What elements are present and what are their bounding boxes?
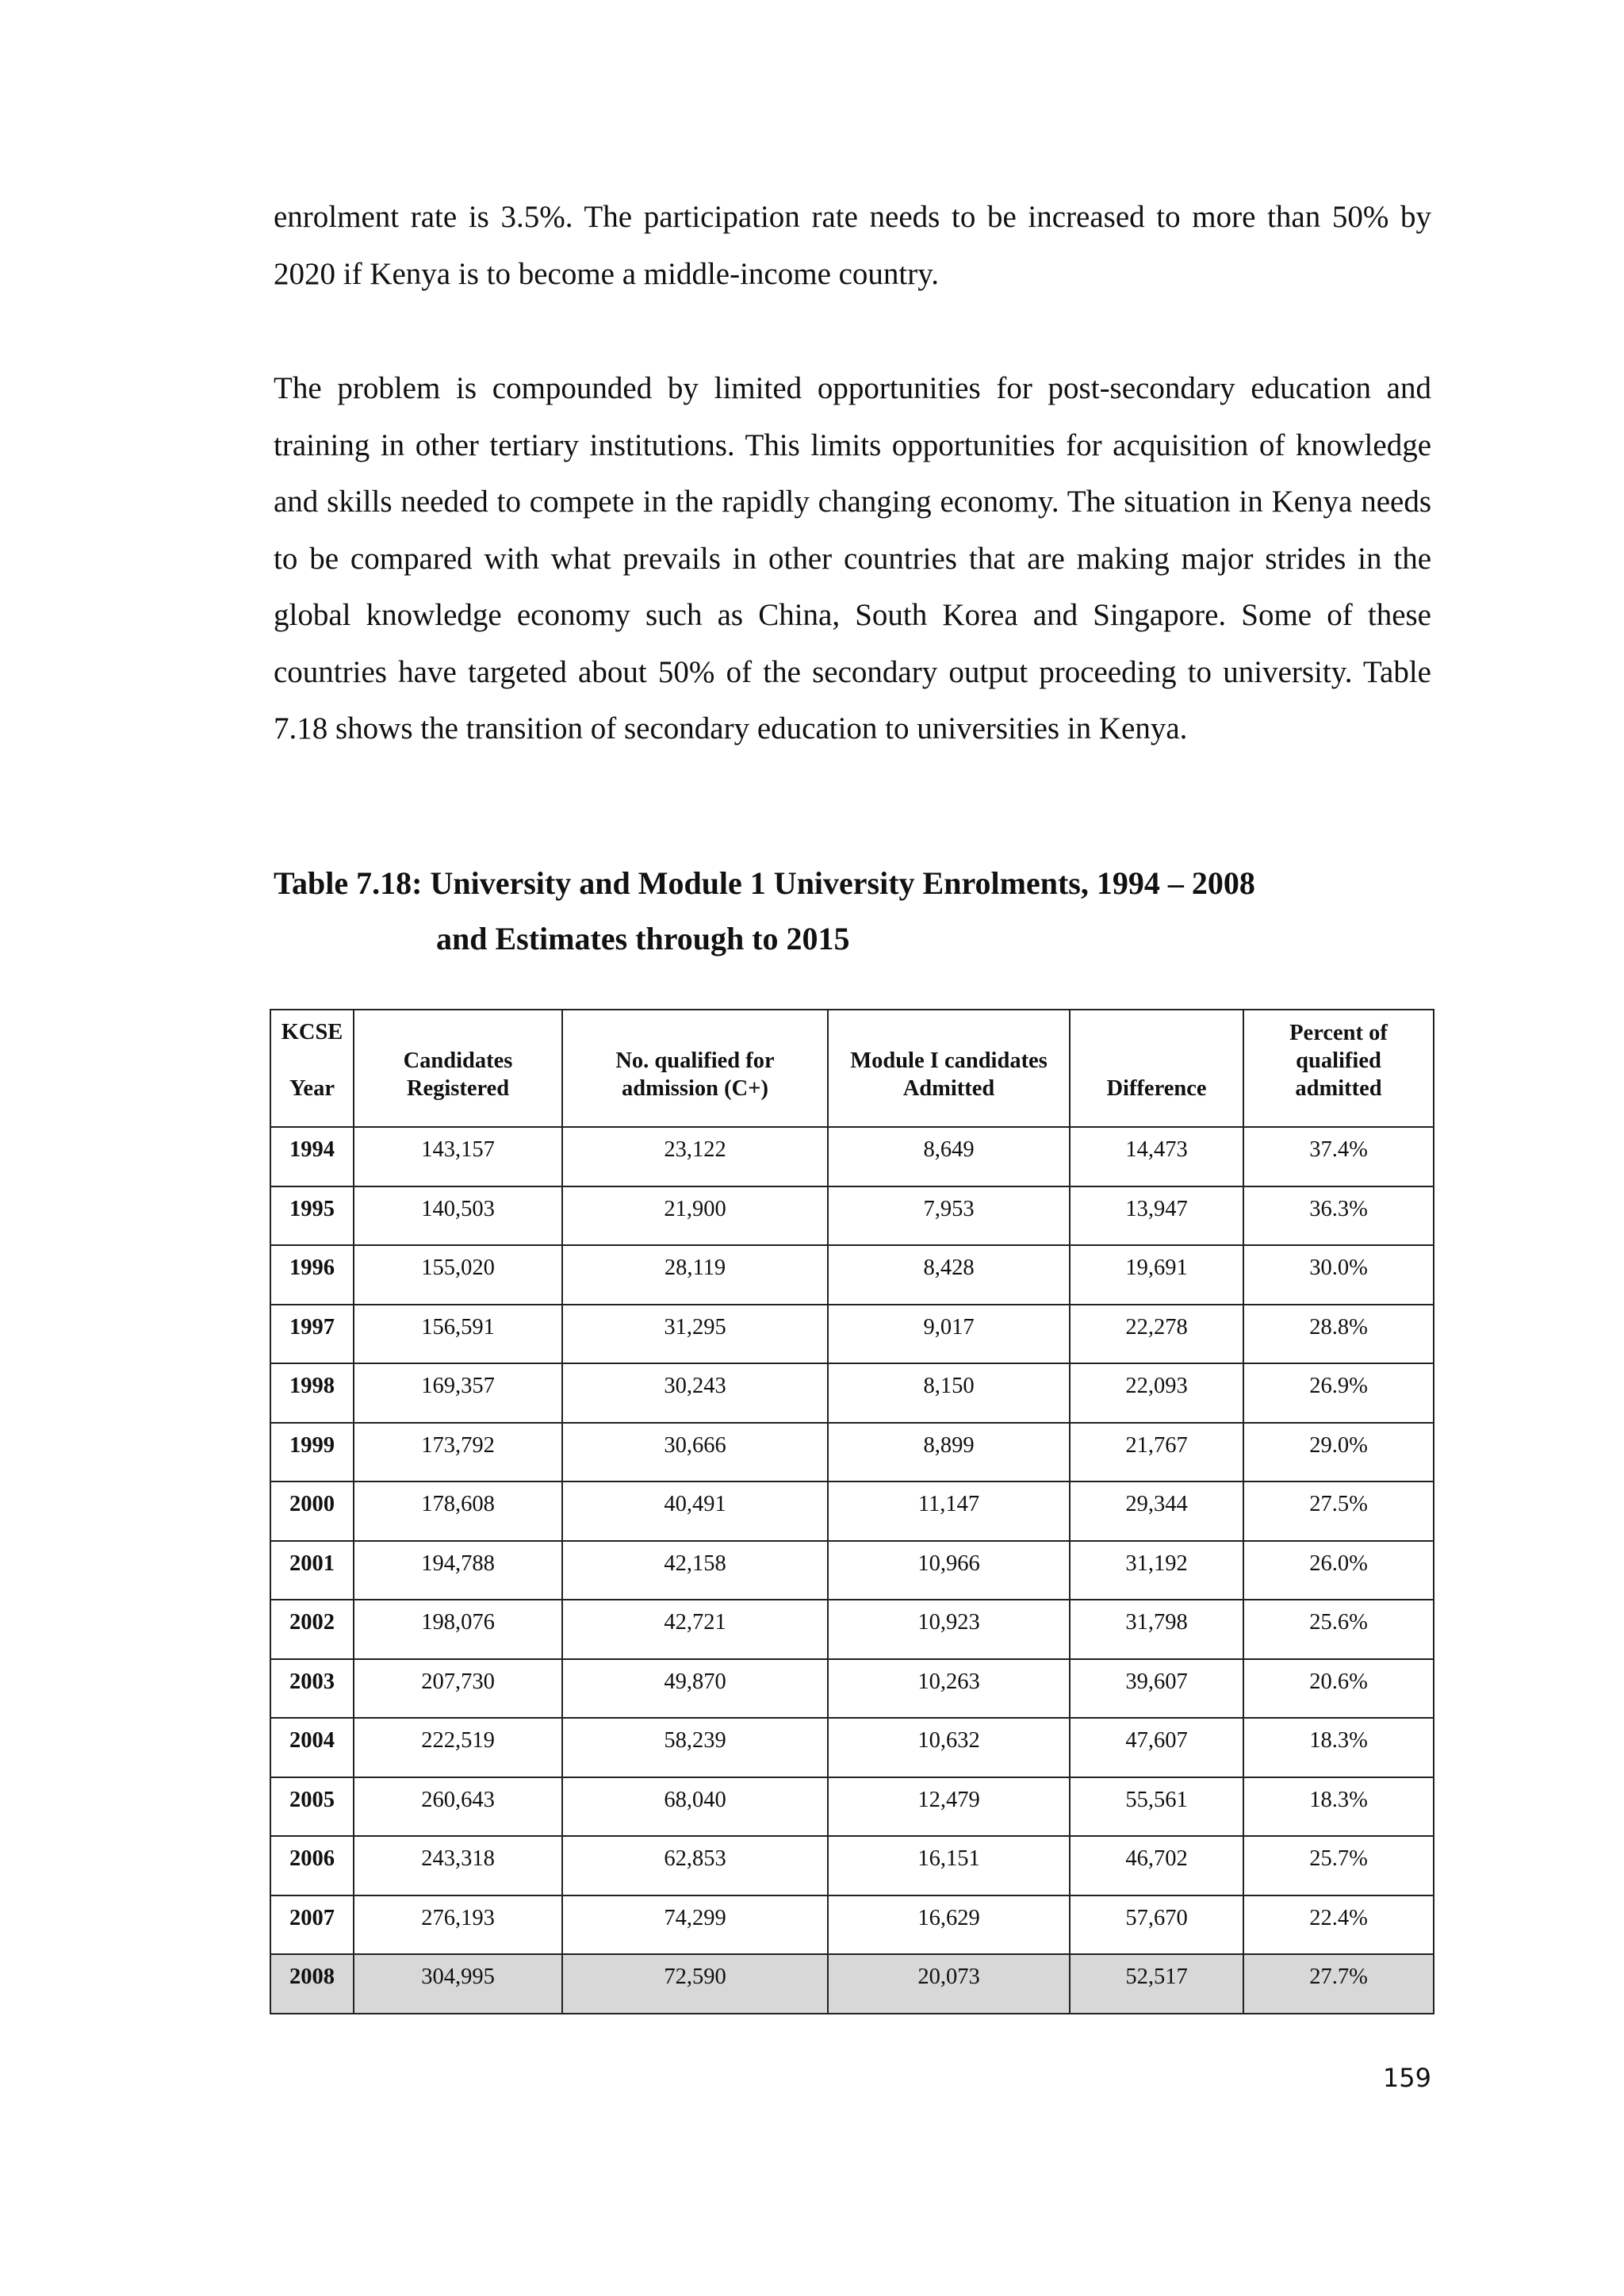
cell-registered: 198,076	[354, 1600, 562, 1659]
paragraph-enrolment-rate: enrolment rate is 3.5%. The participation rate needs to be increased to more than 50% by 2020 if Kenya is to become a middle-income country.	[274, 200, 1431, 291]
cell-admitted: 10,923	[828, 1600, 1070, 1659]
cell-difference: 55,561	[1070, 1777, 1243, 1837]
cell-difference: 57,670	[1070, 1895, 1243, 1955]
cell-registered: 260,643	[354, 1777, 562, 1837]
cell-percent: 18.3%	[1243, 1718, 1434, 1777]
cell-registered: 140,503	[354, 1186, 562, 1246]
cell-difference: 22,278	[1070, 1305, 1243, 1364]
cell-registered: 222,519	[354, 1718, 562, 1777]
cell-percent: 27.5%	[1243, 1481, 1434, 1541]
cell-year: 2002	[270, 1600, 354, 1659]
table-row	[270, 1600, 1434, 1659]
cell-qualified: 68,040	[562, 1777, 828, 1837]
cell-registered: 155,020	[354, 1245, 562, 1305]
table-row	[270, 1836, 1434, 1895]
header-kcse: KCSE	[281, 1020, 343, 1045]
cell-percent: 25.7%	[1243, 1836, 1434, 1895]
cell-year: 2003	[270, 1659, 354, 1719]
cell-year: 2004	[270, 1718, 354, 1777]
header-qualified-line1: No. qualified for	[615, 1048, 775, 1073]
header-year: Year	[289, 1076, 335, 1101]
header-candidates-line1: Candidates	[403, 1048, 513, 1073]
cell-admitted: 10,263	[828, 1659, 1070, 1719]
cell-qualified: 31,295	[562, 1305, 828, 1364]
cell-difference: 21,767	[1070, 1423, 1243, 1482]
cell-year: 1994	[270, 1127, 354, 1186]
cell-year: 1997	[270, 1305, 354, 1364]
cell-qualified: 58,239	[562, 1718, 828, 1777]
table-row	[270, 1186, 1434, 1246]
cell-year: 1999	[270, 1423, 354, 1482]
table-row-highlighted	[270, 1954, 1434, 2014]
table-header-row	[270, 1010, 1434, 1127]
cell-qualified: 30,666	[562, 1423, 828, 1482]
cell-qualified: 28,119	[562, 1245, 828, 1305]
cell-qualified: 72,590	[562, 1954, 828, 2014]
cell-admitted: 16,151	[828, 1836, 1070, 1895]
cell-admitted: 8,428	[828, 1245, 1070, 1305]
cell-difference: 31,192	[1070, 1541, 1243, 1600]
cell-percent: 28.8%	[1243, 1305, 1434, 1364]
table-row	[270, 1363, 1434, 1423]
table-caption-line-1: Table 7.18: University and Module 1 University Enrolments, 1994 – 2008	[274, 865, 1255, 901]
cell-registered: 276,193	[354, 1895, 562, 1955]
cell-qualified: 40,491	[562, 1481, 828, 1541]
cell-qualified: 30,243	[562, 1363, 828, 1423]
header-difference: Difference	[1070, 1010, 1243, 1127]
header-admitted	[828, 1010, 1070, 1127]
cell-admitted: 16,629	[828, 1895, 1070, 1955]
cell-qualified: 74,299	[562, 1895, 828, 1955]
enrolment-table	[270, 1009, 1434, 2014]
cell-difference: 46,702	[1070, 1836, 1243, 1895]
cell-registered: 169,357	[354, 1363, 562, 1423]
cell-year: 2008	[270, 1954, 354, 2014]
cell-difference: 14,473	[1070, 1127, 1243, 1186]
header-admitted-line2: Admitted	[902, 1076, 995, 1101]
cell-percent: 20.6%	[1243, 1659, 1434, 1719]
cell-registered: 243,318	[354, 1836, 562, 1895]
header-percent-line1: Percent of	[1289, 1021, 1388, 1045]
table-row	[270, 1305, 1434, 1364]
cell-registered: 194,788	[354, 1541, 562, 1600]
cell-registered: 173,792	[354, 1423, 562, 1482]
cell-year: 1995	[270, 1186, 354, 1246]
cell-qualified: 42,158	[562, 1541, 828, 1600]
table-row	[270, 1895, 1434, 1955]
cell-difference: 31,798	[1070, 1600, 1243, 1659]
table-row	[270, 1423, 1434, 1482]
cell-percent: 26.0%	[1243, 1541, 1434, 1600]
table-row	[270, 1541, 1434, 1600]
cell-admitted: 12,479	[828, 1777, 1070, 1837]
table-row	[270, 1127, 1434, 1186]
header-percent-line2: qualified	[1296, 1048, 1381, 1073]
cell-percent: 22.4%	[1243, 1895, 1434, 1955]
cell-year: 1998	[270, 1363, 354, 1423]
cell-admitted: 8,899	[828, 1423, 1070, 1482]
cell-registered: 143,157	[354, 1127, 562, 1186]
header-admitted-line1: Module I candidates	[850, 1048, 1048, 1073]
cell-percent: 27.7%	[1243, 1954, 1434, 2014]
header-kcse-year	[270, 1010, 354, 1127]
header-qualified	[562, 1010, 828, 1127]
cell-registered: 304,995	[354, 1954, 562, 2014]
table-row	[270, 1777, 1434, 1837]
cell-admitted: 11,147	[828, 1481, 1070, 1541]
page-number: 159	[1382, 2063, 1431, 2093]
cell-year: 2001	[270, 1541, 354, 1600]
cell-percent: 25.6%	[1243, 1600, 1434, 1659]
cell-qualified: 42,721	[562, 1600, 828, 1659]
cell-qualified: 62,853	[562, 1836, 828, 1895]
header-qualified-line2: admission (C+)	[622, 1076, 768, 1101]
cell-admitted: 20,073	[828, 1954, 1070, 2014]
cell-qualified: 49,870	[562, 1659, 828, 1719]
cell-percent: 37.4%	[1243, 1127, 1434, 1186]
cell-admitted: 10,966	[828, 1541, 1070, 1600]
table-row	[270, 1718, 1434, 1777]
cell-registered: 178,608	[354, 1481, 562, 1541]
cell-percent: 30.0%	[1243, 1245, 1434, 1305]
paragraph-opportunities: The problem is compounded by limited opportunities for post-secondary education and training in other tertiary institutions. This limits opportunities for acquisition of knowledge and skills needed to compete in the rapidly changing economy. The situation in Kenya needs to be compared with what prevails in other countries that are making major strides in the global knowledge economy such as China, South Korea and Singapore. Some of these countries have targeted about 50% of the secondary output proceeding to university. Table 7.18 shows the transition of secondary education to universities in Kenya.	[274, 371, 1431, 746]
cell-admitted: 8,649	[828, 1127, 1070, 1186]
cell-difference: 29,344	[1070, 1481, 1243, 1541]
cell-difference: 52,517	[1070, 1954, 1243, 2014]
cell-difference: 39,607	[1070, 1659, 1243, 1719]
cell-registered: 207,730	[354, 1659, 562, 1719]
cell-difference: 19,691	[1070, 1245, 1243, 1305]
cell-admitted: 10,632	[828, 1718, 1070, 1777]
cell-percent: 26.9%	[1243, 1363, 1434, 1423]
cell-difference: 47,607	[1070, 1718, 1243, 1777]
table-row	[270, 1245, 1434, 1305]
cell-year: 2007	[270, 1895, 354, 1955]
table-caption-line-2: and Estimates through to 2015	[436, 921, 850, 956]
cell-year: 2000	[270, 1481, 354, 1541]
cell-percent: 29.0%	[1243, 1423, 1434, 1482]
header-candidates-line2: Registered	[406, 1076, 510, 1101]
cell-difference: 22,093	[1070, 1363, 1243, 1423]
cell-admitted: 8,150	[828, 1363, 1070, 1423]
cell-year: 1996	[270, 1245, 354, 1305]
cell-registered: 156,591	[354, 1305, 562, 1364]
cell-admitted: 9,017	[828, 1305, 1070, 1364]
cell-qualified: 21,900	[562, 1186, 828, 1246]
table-row	[270, 1659, 1434, 1719]
cell-difference: 13,947	[1070, 1186, 1243, 1246]
cell-year: 2005	[270, 1777, 354, 1837]
cell-percent: 18.3%	[1243, 1777, 1434, 1837]
cell-percent: 36.3%	[1243, 1186, 1434, 1246]
cell-admitted: 7,953	[828, 1186, 1070, 1246]
header-candidates-registered	[354, 1010, 562, 1127]
cell-year: 2006	[270, 1836, 354, 1895]
header-percent-line3: admitted	[1295, 1076, 1382, 1101]
cell-qualified: 23,122	[562, 1127, 828, 1186]
table-row	[270, 1481, 1434, 1541]
header-percent-admitted	[1243, 1010, 1434, 1127]
